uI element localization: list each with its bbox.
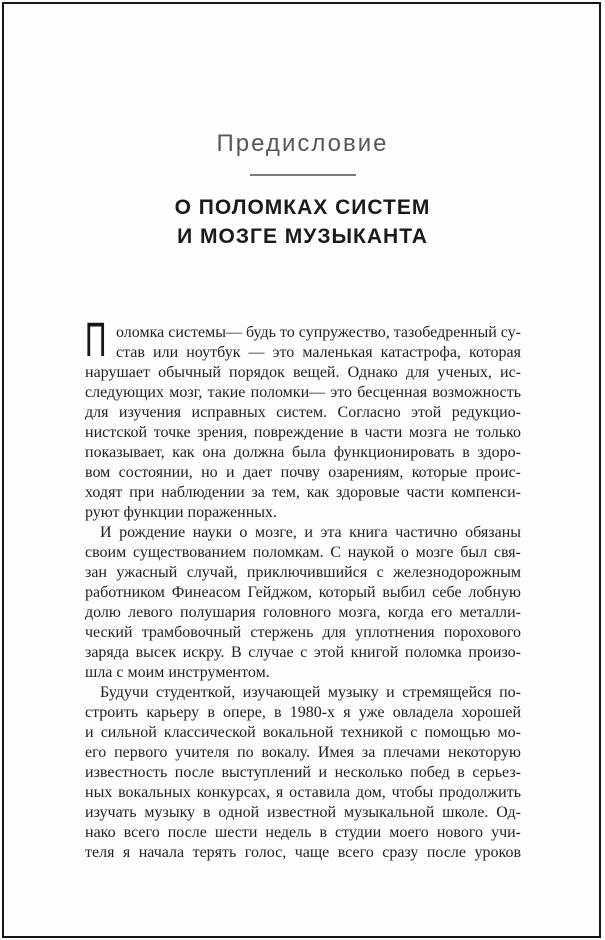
paragraph bbox=[85, 314, 521, 523]
text-line: и сильной классической вокальной техникой с помощью мо- bbox=[85, 724, 521, 741]
text-line: руют функции пораженных. bbox=[85, 504, 277, 521]
text-line: его первого учителя по вокалу. Имея за плечами некоторую bbox=[85, 744, 521, 761]
chapter-title-line-1: О ПОЛОМКАХ СИСТЕМ bbox=[174, 196, 431, 219]
drop-cap-letter: П bbox=[85, 314, 107, 367]
text-line: шла с моим инструментом. bbox=[85, 664, 270, 681]
text-line: известность после выступлений и несколько побед в серьез- bbox=[85, 764, 521, 781]
text-line: изучать музыку в одной известной музыкальной школе. Од- bbox=[85, 804, 521, 821]
text-line: нистской точке зрения, повреждение в части мозга не только bbox=[85, 424, 521, 441]
chapter-title bbox=[0, 193, 605, 251]
chapter-label: Предисловие bbox=[216, 130, 389, 157]
text-line: следующих мозг, такие поломки— это бесценная возможность bbox=[85, 384, 521, 401]
text-line: нарушает обычный порядок вещей. Однако для ученых, ис- bbox=[85, 364, 521, 381]
text-line: для изучения исправных систем. Согласно этой редукцио- bbox=[85, 404, 521, 421]
text-line: ных вокальных конкурсах, я оставила дом, чтобы продолжить bbox=[85, 784, 521, 801]
text-line: нако всего после шести недель в студии моего нового учи- bbox=[85, 824, 521, 841]
text-line: зан ужасный случай, приключившийся с железнодорожным bbox=[85, 564, 521, 581]
text-line: И рождение науки о мозге, и эта книга частично обязаны bbox=[100, 524, 521, 541]
text-line: своим существованием поломкам. С наукой о мозге был свя- bbox=[85, 544, 521, 561]
text-line: Будучи студенткой, изучающей музыку и стремящейся по- bbox=[100, 684, 521, 701]
drop-cap bbox=[85, 314, 109, 367]
text-line: ческий трамбовочный стержень для уплотнения порохового bbox=[85, 624, 521, 641]
chapter-title-line-2: И МОЗГЕ МУЗЫКАНТА bbox=[177, 225, 428, 248]
text-line: заряда высек искру. В случае с этой книгой поломка произо- bbox=[85, 644, 521, 661]
text-line: оломка системы— будь то супружество, тазобедренный су- bbox=[116, 324, 521, 341]
text-line: работником Финеасом Гейджом, который выбил себе лобную bbox=[85, 584, 521, 601]
paragraph bbox=[85, 683, 521, 863]
text-line: долю левого полушария головного мозга, когда его металли- bbox=[85, 604, 521, 621]
text-line: став или ноутбук — это маленькая катастрофа, которая bbox=[116, 344, 521, 361]
section-divider-rule bbox=[250, 174, 356, 176]
text-line: строить карьеру в опере, в 1980-х я уже овладела хорошей bbox=[85, 704, 521, 721]
text-line: теля я начала терять голос, чаще всего сразу после уроков bbox=[85, 844, 521, 861]
body-text bbox=[85, 314, 521, 863]
text-line: вом состоянии, но и дает почву озарениям, которые проис- bbox=[85, 464, 521, 481]
paragraph bbox=[85, 523, 521, 683]
text-line: показывает, как она должна была функционировать в здоро- bbox=[85, 444, 521, 461]
text-line: ходят при наблюдении за тем, как здоровые части компенси- bbox=[85, 484, 521, 501]
